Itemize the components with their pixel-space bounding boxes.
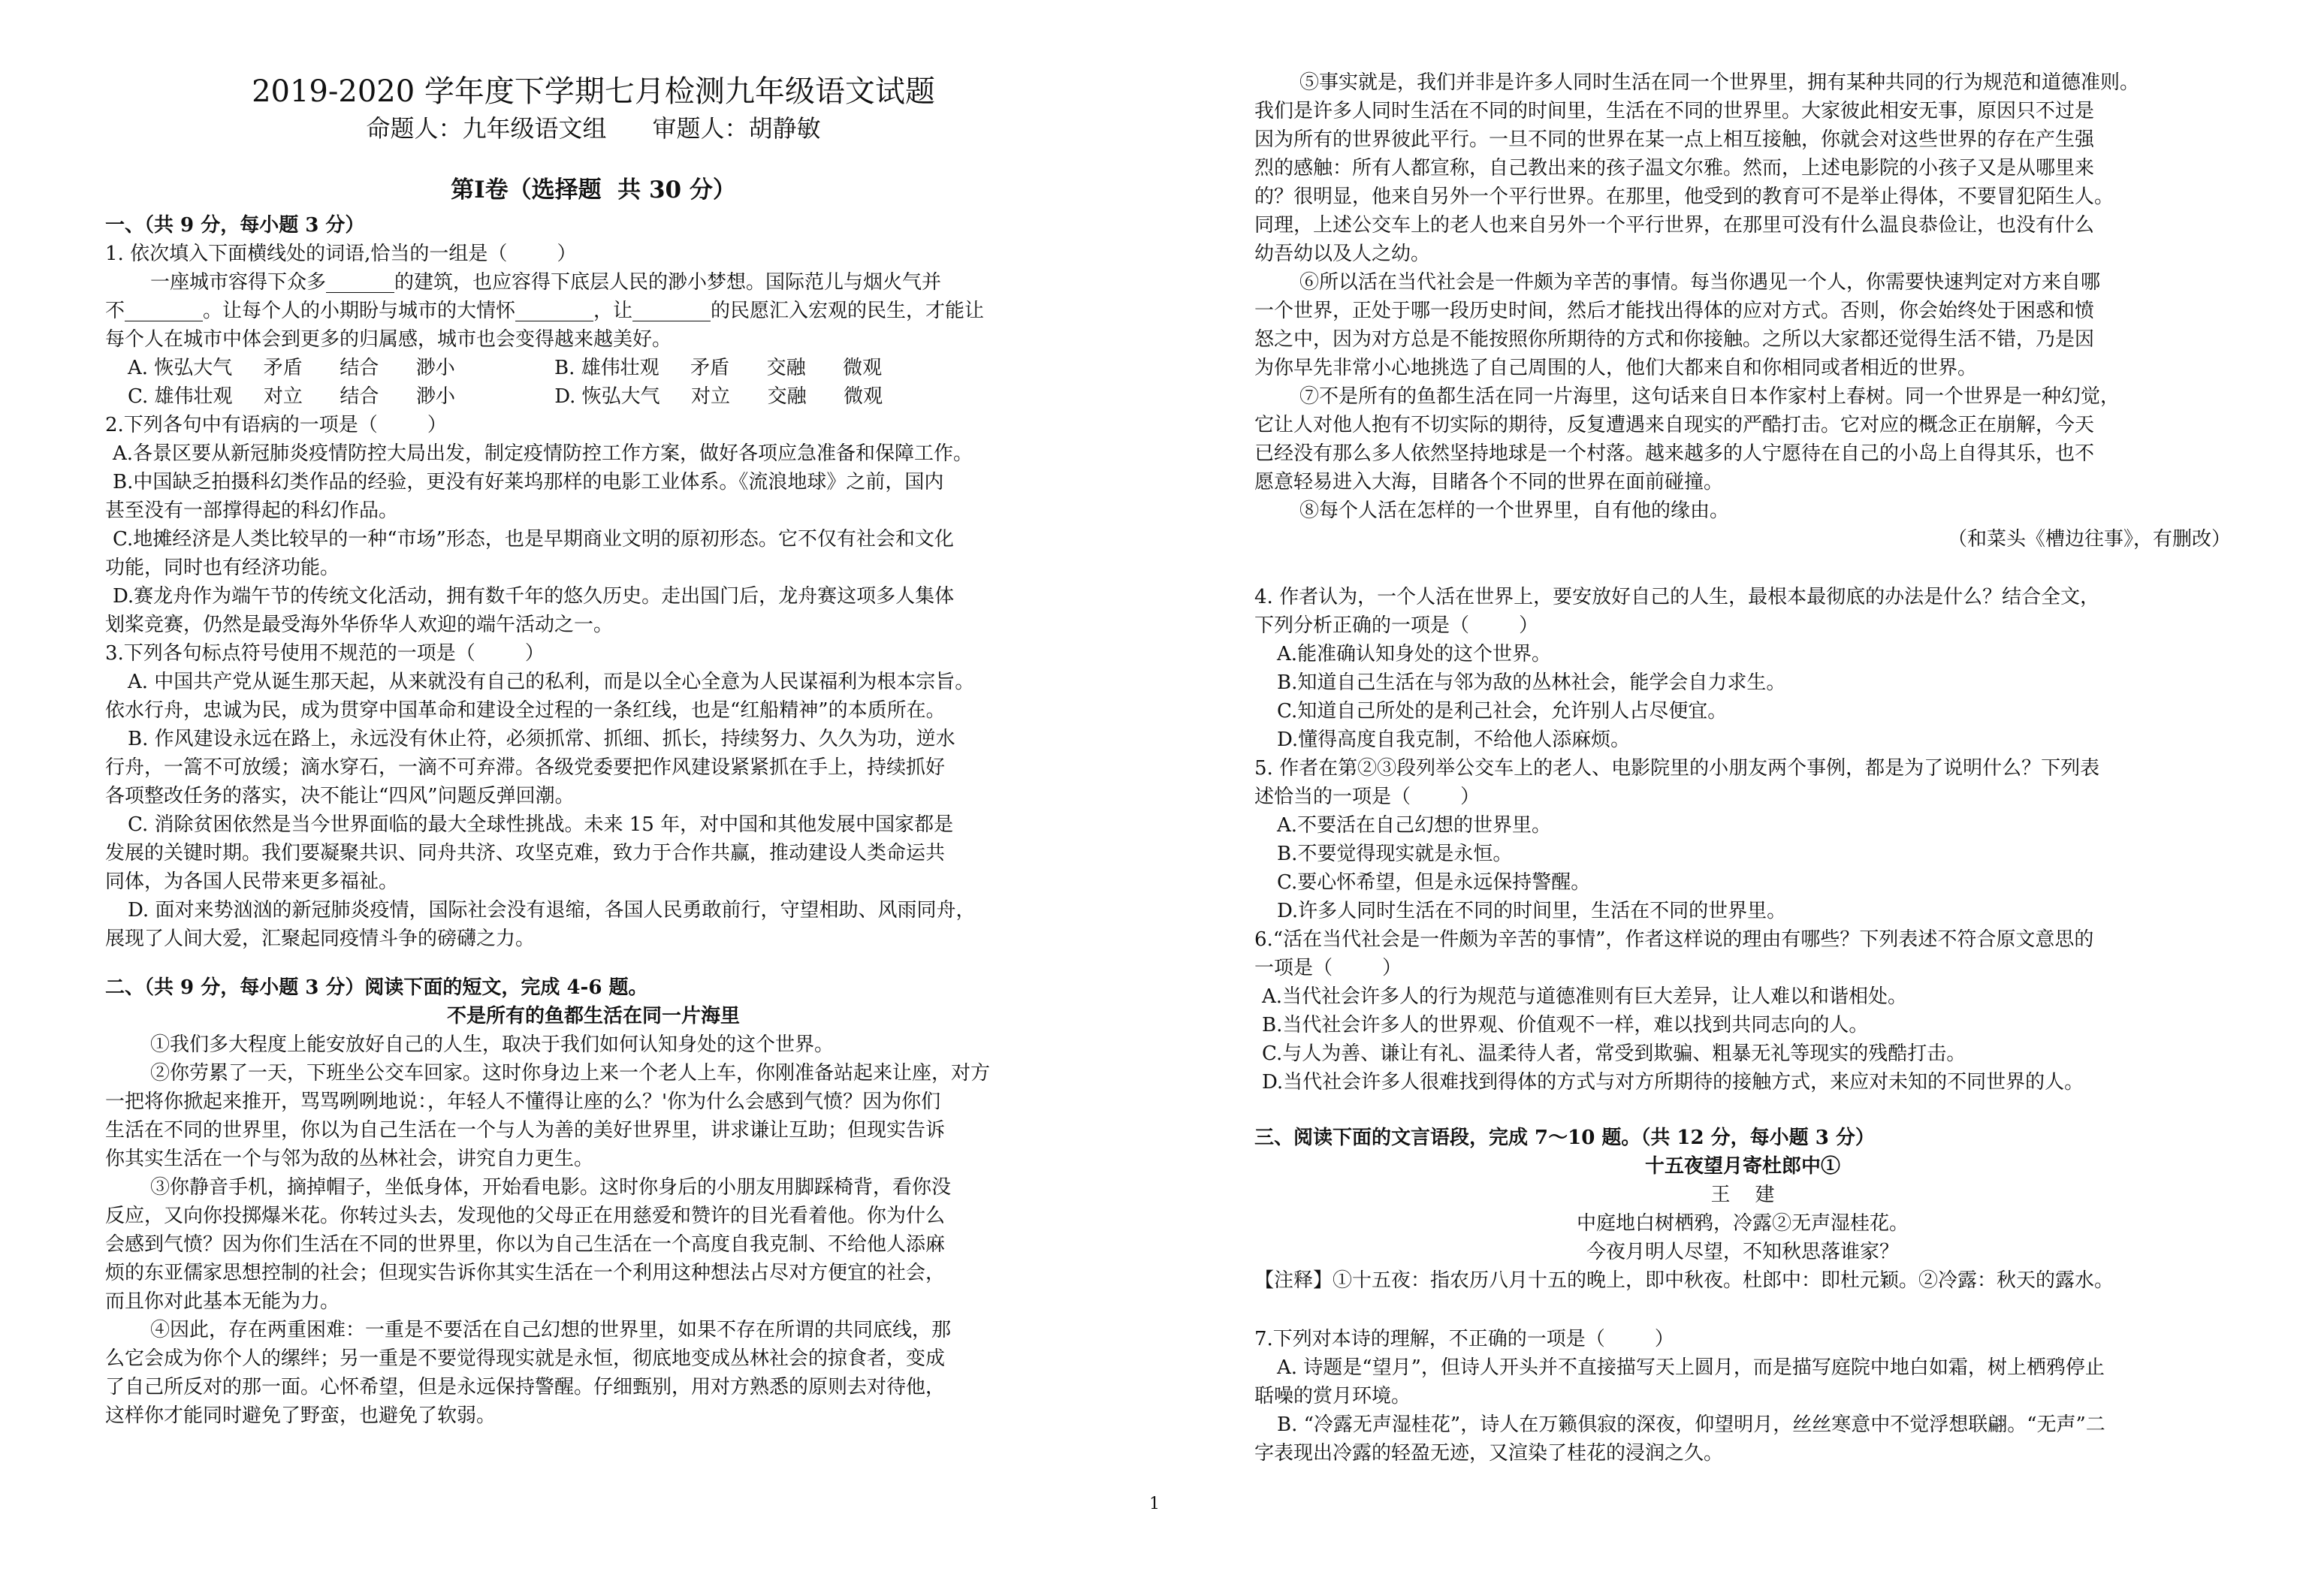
text-line: ⑥所以活在当代社会是一件颇为辛苦的事情。每当你遇见一个人，你需要快速判定对方来自哪 xyxy=(1299,271,2101,294)
text-line: 甚至没有一部撑得起的科幻作品。 xyxy=(105,499,399,522)
text-line: 一、（共 9 分，每小题 3 分） xyxy=(105,214,365,237)
text-line: B.不要觉得现实就是永恒。 xyxy=(1277,843,1513,865)
text-line: C.要心怀希望，但是永远保持警醒。 xyxy=(1277,871,1591,894)
text-line: 述恰当的一项是（ ） xyxy=(1254,786,1480,808)
text-line: 不________。让每个人的小期盼与城市的大情怀________，让________的民愿汇入宏观的民生，才能让 xyxy=(105,300,985,322)
text-line: 反应，又向你投掷爆米花。你转过头去，发现他的父母正在用慈爱和赞许的目光看着他。你为什么 xyxy=(105,1205,946,1227)
text-line: 因为所有的世界彼此平行。一旦不同的世界在某一点上相互接触，你就会对这些世界的存在产生强 xyxy=(1254,128,2095,151)
text-line: B. 作风建设永远在路上，永远没有休止符，必须抓常、抓细、抓长，持续努力、久久为功，逆水 xyxy=(128,728,955,750)
text-line: D. 面对来势汹汹的新冠肺炎疫情，国际社会没有退缩，各国人民勇敢前行，守望相助、风雨同舟， xyxy=(128,899,976,922)
text-line: 依水行舟，忠诚为民，成为贯穿中国革命和建设全过程的一条红线，也是“红船精神”的本质所在。 xyxy=(105,699,946,722)
text-line: （和菜头《槽边往事》，有删改） xyxy=(1947,528,2231,551)
text-line: 一把将你掀起来推开，骂骂咧咧地说：，年轻人不懂得让座的么？'你为什么会感到气愤？因为你们 xyxy=(105,1091,941,1113)
text-line: 5. 作者在第②③段列举公交车上的老人、电影院里的小朋友两个事例，都是为了说明什么？下列表 xyxy=(1254,757,2100,780)
text-line: 幼吾幼以及人之幼。 xyxy=(1254,243,1431,265)
text-line: D.许多人同时生活在不同的时间里，生活在不同的世界里。 xyxy=(1277,900,1787,922)
text-line: 的？很明显，他来自另外一个平行世界。在那里，他受到的教育可不是举止得体，不要冒犯陌生人。 xyxy=(1254,186,2114,208)
text-line: ⑧每个人活在怎样的一个世界里，自有他的缘由。 xyxy=(1299,499,1730,522)
text-line: 功能，同时也有经济功能。 xyxy=(105,557,340,579)
text-line: 聒噪的赏月环境。 xyxy=(1254,1385,1411,1407)
text-line: 6.“活在当代社会是一件颇为辛苦的事情”，作者这样说的理由有哪些？下列表述不符合原文意思的 xyxy=(1254,928,2094,951)
exam-title: 2019-2020 学年度下学期七月检测九年级语文试题 xyxy=(252,74,935,109)
text-line: 会感到气愤？因为你们生活在不同的世界里，你以为自己生活在一个高度自我克制、不给他人添麻 xyxy=(105,1233,946,1256)
text-line: ②你劳累了一天，下班坐公交车回家。这时你身边上来一个老人上车，你刚准备站起来让座，对方 xyxy=(150,1062,991,1085)
text-line: 展现了人间大爱，汇聚起同疫情斗争的磅礴之力。 xyxy=(105,928,536,950)
text-line: 3.下列各句标点符号使用不规范的一项是（ ） xyxy=(105,642,545,665)
text-line: 字表现出冷露的轻盈无迹，又渲染了桂花的浸润之久。 xyxy=(1254,1442,1724,1465)
text-line: 么它会成为你个人的缧绊；另一重是不要觉得现实就是永恒，彻底地变成丛林社会的掠食者，变成 xyxy=(105,1347,946,1370)
text-line: 一项是（ ） xyxy=(1254,957,1402,979)
text-line: 今夜月明人尽望，不知秋思落谁家？ xyxy=(1586,1241,1899,1263)
text-line: 十五夜望月寄杜郎中① xyxy=(1644,1155,1840,1178)
text-line: 不是所有的鱼都生活在同一片海里 xyxy=(446,1005,740,1027)
text-line: 它让人对他人抱有不切实际的期待，反复遭遇来自现实的严酷打击。它对应的概念正在崩解，今天 xyxy=(1254,414,2095,436)
text-line: 已经没有那么多人依然坚持地球是一个村落。越来越多的人宁愿待在自己的小岛上自得其乐，也不 xyxy=(1254,442,2095,465)
text-line: 4. 作者认为，一个人活在世界上，要安放好自己的人生，最根本最彻底的办法是什么？结合全文， xyxy=(1254,586,2100,608)
text-line: A.当代社会许多人的行为规范与道德准则有巨大差异，让人难以和谐相处。 xyxy=(1262,985,1908,1008)
text-line: C. 雄伟壮观 对立 结合 渺小 D. 恢弘大气 对立 交融 微观 xyxy=(128,385,883,408)
text-line: 一个世界，正处于哪一段历史时间，然后才能找出得体的应对方式。否则，你会始终处于困惑和愤 xyxy=(1254,300,2095,322)
text-line: A. 诗题是“望月”，但诗人开头并不直接描写天上圆月，而是描写庭院中地白如霜，树上栖鸦停止 xyxy=(1277,1356,2105,1379)
text-line: 你其实生活在一个与邻为敌的丛林社会，讲究自力更生。 xyxy=(105,1148,594,1170)
page-number: 1 xyxy=(1149,1495,1160,1513)
text-line: 愿意轻易进入大海，目睹各个不同的世界在面前碰撞。 xyxy=(1254,471,1724,493)
text-line: ③你静音手机，摘掉帽子，坐低身体，开始看电影。这时你身后的小朋友用脚踩椅背，看你没 xyxy=(150,1176,952,1199)
text-line: 中庭地白树栖鸦，冷露②无声湿桂花。 xyxy=(1576,1212,1909,1235)
text-line: 下列分析正确的一项是（ ） xyxy=(1254,614,1539,637)
text-line: 同理，上述公交车上的老人也来自另外一个平行世界，在那里可没有什么温良恭俭让，也没有什么 xyxy=(1254,214,2095,237)
text-line: ⑦不是所有的鱼都生活在同一片海里，这句话来自日本作家村上春树。同一个世界是一种幻觉， xyxy=(1299,385,2120,408)
text-line: 一座城市容得下众多_______的建筑，也应容得下底层人民的渺小梦想。国际范儿与烟火气并 xyxy=(150,271,942,294)
exam-authors: 命题人：九年级语文组 审题人：胡静敏 xyxy=(366,114,821,143)
text-line: C.地摊经济是人类比较早的一种“市场”形态，也是早期商业文明的原初形态。它不仅有社会和文化 xyxy=(113,528,954,551)
text-line: ①我们多大程度上能安放好自己的人生，取决于我们如何认知身处的这个世界。 xyxy=(150,1033,835,1056)
text-line: 王 建 xyxy=(1710,1184,1775,1206)
text-line: 每个人在城市中体会到更多的归属感，城市也会变得越来越美好。 xyxy=(105,328,672,351)
text-line: 1. 依次填入下面横线处的词语,恰当的一组是（ ） xyxy=(105,243,577,265)
text-line: 【注释】①十五夜：指农历八月十五的晚上，即中秋夜。杜郎中：即杜元颖。②冷露：秋天的露水。 xyxy=(1254,1269,2114,1292)
text-line: 烈的感触：所有人都宣称，自己教出来的孩子温文尔雅。然而，上述电影院的小孩子又是从哪里来 xyxy=(1254,157,2095,180)
text-line: A. 中国共产党从诞生那天起，从来就没有自己的私利，而是以全心全意为人民谋福利为根本宗旨。 xyxy=(128,671,975,693)
text-line: 行舟，一篙不可放缓；滴水穿石，一滴不可弃滞。各级党委要把作风建设紧紧抓在手上，持续抓好 xyxy=(105,756,946,779)
text-line: A.能准确认知身处的这个世界。 xyxy=(1277,643,1552,665)
text-line: 同体，为各国人民带来更多福祉。 xyxy=(105,870,399,893)
text-line: 我们是许多人同时生活在不同的时间里，生活在不同的世界里。大家彼此相安无事，原因只不过是 xyxy=(1254,100,2095,122)
text-line: 各项整改任务的落实，决不能让“四风”问题反弹回潮。 xyxy=(105,785,575,807)
text-line: 为你早先非常小心地挑选了自己周围的人，他们大都来自和你相同或者相近的世界。 xyxy=(1254,357,1978,379)
text-line: 生活在不同的世界里，你以为自己生活在一个与人为善的美好世界里，讲求谦让互助；但现实告诉 xyxy=(105,1119,946,1142)
text-line: 7.下列对本诗的理解，不正确的一项是（ ） xyxy=(1254,1328,1674,1350)
text-line: ④因此，存在两重困难：一重是不要活在自己幻想的世界里，如果不存在所谓的共同底线，那 xyxy=(150,1319,952,1341)
text-line: 了自己所反对的那一面。心怀希望，但是永远保持警醒。仔细甄别，用对方熟悉的原则去对待他， xyxy=(105,1376,946,1398)
text-line: D.赛龙舟作为端午节的传统文化活动，拥有数千年的悠久历史。走出国门后，龙舟赛这项多人集体 xyxy=(113,585,955,608)
text-line: 发展的关键时期。我们要凝聚共识、同舟共济、攻坚克难，致力于合作共赢，推动建设人类命运共 xyxy=(105,842,946,864)
text-line: 怒之中，因为对方总是不能按照你所期待的方式和你接触。之所以大家都还觉得生活不错，乃是因 xyxy=(1254,328,2095,351)
text-line: B. “冷露无声湿桂花”，诗人在万籁俱寂的深夜，仰望明月，丝丝寒意中不觉浮想联翩。“无声”二 xyxy=(1277,1413,2105,1436)
text-line: B.当代社会许多人的世界观、价值观不一样，难以找到共同志向的人。 xyxy=(1262,1014,1869,1036)
text-line: D.懂得高度自我克制，不给他人添麻烦。 xyxy=(1277,729,1631,751)
text-line: 三、阅读下面的文言语段，完成 7～10 题。（共 12 分，每小题 3 分） xyxy=(1254,1127,1875,1149)
text-line: 2.下列各句中有语病的一项是（ ） xyxy=(105,414,447,436)
text-line: C.知道自己所处的是利己社会，允许别人占尽便宜。 xyxy=(1277,700,1728,723)
text-line: C. 消除贫困依然是当今世界面临的最大全球性挑战。未来 15 年，对中国和其他发展中国家都是 xyxy=(128,813,954,836)
text-line: A.各景区要从新冠肺炎疫情防控大局出发，制定疫情防控工作方案，做好各项应急准备和保障工作。 xyxy=(113,442,973,465)
text-line: 二、（共 9 分，每小题 3 分）阅读下面的短文，完成 4-6 题。 xyxy=(105,976,648,999)
text-line: C.与人为善、谦让有礼、温柔待人者，常受到欺骗、粗暴无礼等现实的残酷打击。 xyxy=(1262,1042,1966,1065)
text-line: B.中国缺乏拍摄科幻类作品的经验，更没有好莱坞那样的电影工业体系。《流浪地球》之前，国内 xyxy=(113,471,944,493)
text-line: B.知道自己生活在与邻为敌的丛林社会，能学会自力求生。 xyxy=(1277,671,1786,694)
text-line: ⑤事实就是，我们并非是许多人同时生活在同一个世界里，拥有某种共同的行为规范和道德准则。 xyxy=(1299,71,2140,94)
text-line: A.不要活在自己幻想的世界里。 xyxy=(1277,814,1552,837)
text-line: 而且你对此基本无能为力。 xyxy=(105,1290,340,1313)
part-heading: 第Ⅰ卷（选择题 共 30 分） xyxy=(451,176,736,204)
text-line: 这样你才能同时避免了野蛮，也避免了软弱。 xyxy=(105,1404,497,1427)
text-line: 划桨竞赛，仍然是最受海外华侨华人欢迎的端午活动之一。 xyxy=(105,614,614,636)
text-line: D.当代社会许多人很难找到得体的方式与对方所期待的接触方式，来应对未知的不同世界的人。 xyxy=(1262,1071,2084,1094)
text-line: A. 恢弘大气 矛盾 结合 渺小 B. 雄伟壮观 矛盾 交融 微观 xyxy=(128,357,883,379)
text-line: 烦的东亚儒家思想控制的社会；但现实告诉你其实生活在一个利用这种想法占尽对方便宜的社会， xyxy=(105,1262,946,1284)
